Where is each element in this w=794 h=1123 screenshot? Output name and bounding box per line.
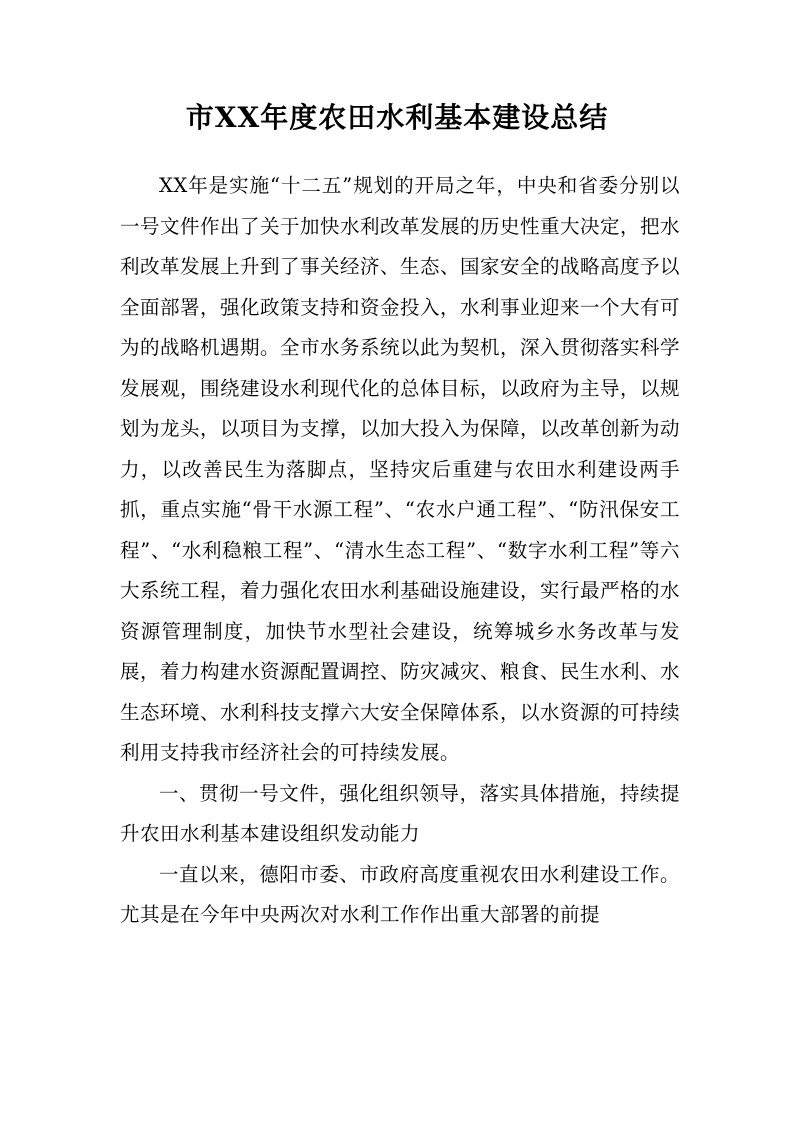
paragraph-section-one: 一直以来，德阳市委、市政府高度重视农田水利建设工作。尤其是在今年中央两次对水利工作作出重大部署的前提: [120, 862, 680, 926]
paragraph-intro: XX年是实施“十二五”规划的开局之年，中央和省委分别以一号文件作出了关于加快水利改革发展的历史性重大决定，把水利改革发展上升到了事关经济、生态、国家安全的战略高度予以全面部署，强化政策支持和资金投入，水利事业迎来一个大有可为的战略机遇期。全市水务系统以此为契机，深入贯彻落实科学发展观，围绕建设水利现代化的总体目标，以政府为主导，以规划为龙头，以项目为支撑，以加大投入为保障，以改革创新为动力，以改善民生为落脚点，坚持灾后重建与农田水利建设两手抓，重点实施“骨干水源工程”、“农水户通工程”、“防汛保安工程”、“水利稳粮工程”、“清水生态工程”、“数字水利工程”等六大系统工程，着力强化农田水利基础设施建设，实行最严格的水资源管理制度，加快节水型社会建设，统筹城乡水务改革与发展，着力构建水资源配置调控、防灾减灾、粮食、民生水利、水生态环境、水利科技支撑六大安全保障体系，以水资源的可持续利用支持我市经济社会的可持续发展。: [120, 174, 681, 764]
page-title: 市XX年度农田水利基本建设总结: [185, 101, 609, 134]
document-body: [120, 166, 680, 936]
section-heading-one: 一、贯彻一号文件，强化组织领导，落实具体措施，持续提升农田水利基本建设组织发动能力: [120, 781, 680, 845]
